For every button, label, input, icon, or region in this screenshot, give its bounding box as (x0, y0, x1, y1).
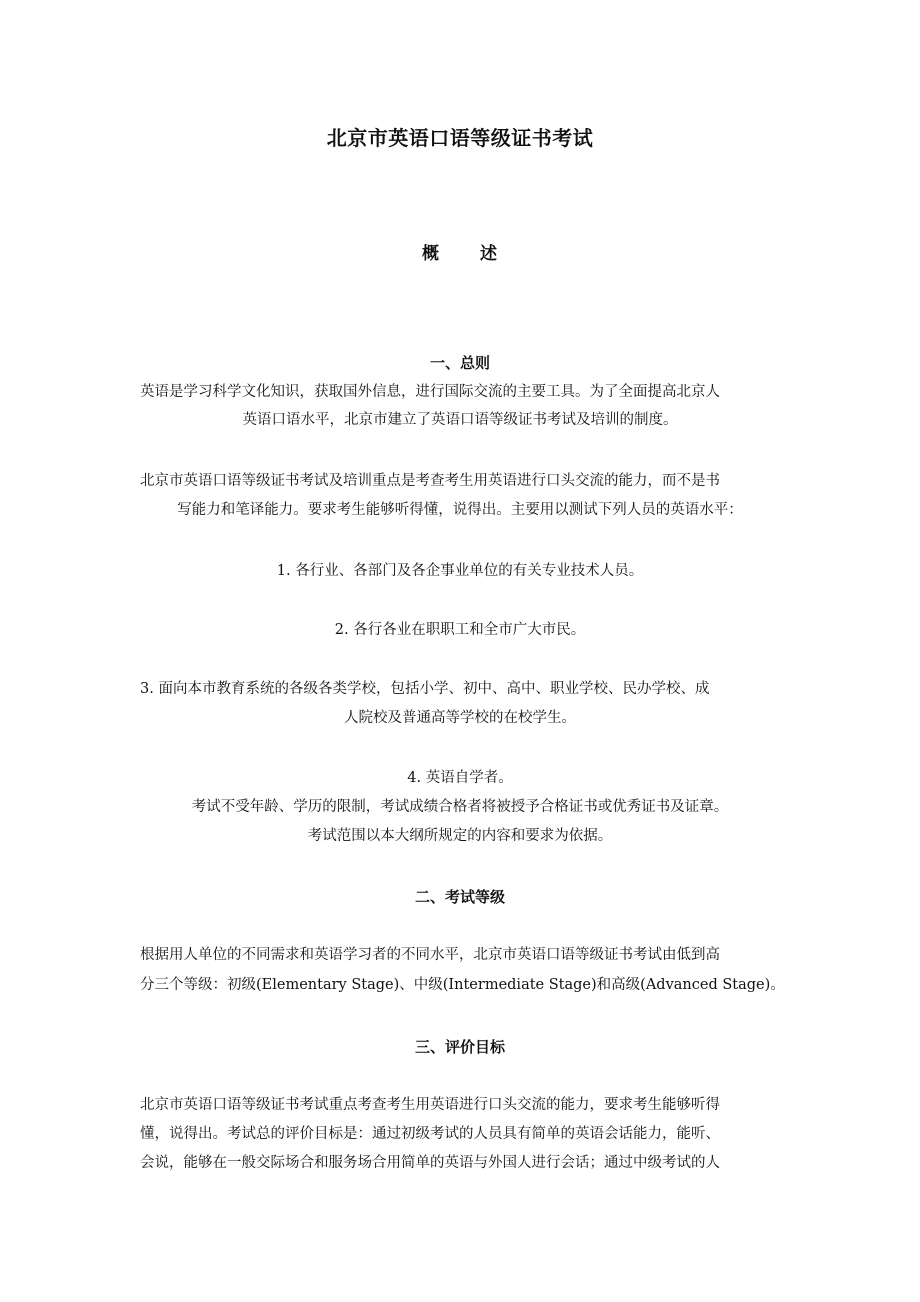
section3-para-line1: 北京市英语口语等级证书考试重点考查考生用英语进行口头交流的能力，要求考生能够听得 (140, 1097, 720, 1113)
section1-item2: 2. 各行各业在职职工和全市广大市民。 (334, 622, 586, 638)
document-title: 北京市英语口语等级证书考试 (326, 126, 594, 150)
section3-heading: 三、评价目标 (414, 1038, 505, 1056)
section1-note2: 考试范围以本大纲所规定的内容和要求为依据。 (307, 828, 613, 844)
section1-note1: 考试不受年龄、学历的限制，考试成绩合格者将被授予合格证书或优秀证书及证章。 (191, 799, 729, 815)
overview-heading-part2: 述 (480, 244, 498, 264)
section1-item3-line2: 人院校及普通高等学校的在校学生。 (344, 710, 576, 726)
section1-item3-line1: 3. 面向本市教育系统的各级各类学校，包括小学、初中、高中、职业学校、民办学校、成 (140, 681, 710, 697)
section1-para1-line2: 英语口语水平，北京市建立了英语口语等级证书考试及培训的制度。 (242, 412, 678, 428)
overview-heading-part1: 概 (422, 244, 440, 264)
section1-para1-line1: 英语是学习科学文化知识，获取国外信息，进行国际交流的主要工具。为了全面提高北京人 (140, 384, 720, 400)
section3-para-line3: 会说，能够在一般交际场合和服务场合用简单的英语与外国人进行会话；通过中级考试的人 (140, 1155, 720, 1171)
section2-para-line2: 分三个等级：初级(Elementary Stage)、中级(Intermediate Stage)和高级(Advanced Stage)。 (140, 977, 785, 993)
section1-para2-line2: 写能力和笔译能力。要求考生能够听得懂，说得出。主要用以测试下列人员的英语水平： (177, 502, 743, 518)
section1-heading: 一、总则 (429, 354, 490, 372)
section1-para2-line1: 北京市英语口语等级证书考试及培训重点是考查考生用英语进行口头交流的能力，而不是书 (140, 473, 720, 489)
section2-heading: 二、考试等级 (414, 888, 505, 906)
section1-item1: 1. 各行业、各部门及各企事业单位的有关专业技术人员。 (276, 563, 644, 579)
section3-para-line2: 懂，说得出。考试总的评价目标是：通过初级考试的人员具有简单的英语会话能力，能听、 (140, 1126, 720, 1142)
section1-item4: 4. 英语自学者。 (407, 770, 513, 786)
overview-heading (0, 239, 920, 264)
section2-para-line1: 根据用人单位的不同需求和英语学习者的不同水平，北京市英语口语等级证书考试由低到高 (140, 947, 720, 963)
